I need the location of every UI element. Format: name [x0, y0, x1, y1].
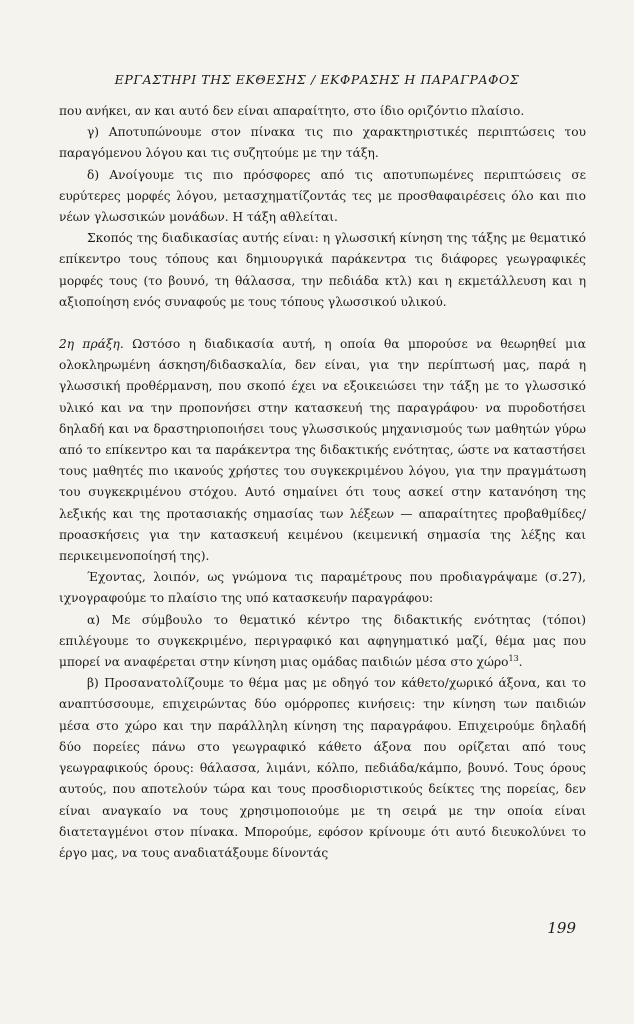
paragraph — [59, 610, 586, 674]
paragraph: που ανήκει, αν και αυτό δεν είναι απαραίτητο, στο ίδιο οριζόντιο πλαίσιο. — [59, 104, 525, 118]
page-number: 199 — [547, 919, 576, 937]
paragraph: Έχοντας, λοιπόν, ως γνώμονα τις παραμέτρους που προδιαγράψαμε (σ.27), ιχνογραφούμε το πλαίσιο της υπό κατασκευήν παραγράφου: — [59, 570, 586, 606]
paragraph: γ) Αποτυπώνουμε στον πίνακα τις πιο χαρακτηριστικές περιπτώσεις του παραγόμενου λόγου και τις συζητούμε με την τάξη. — [59, 125, 586, 161]
paragraph-text: . — [518, 655, 523, 670]
body-text — [59, 101, 586, 864]
paragraph-text: Ωστόσο η διαδικασία αυτή, η οποία θα μπορούσε να θεωρηθεί μια ολοκληρωμένη άσκηση/διδασκαλία, δεν είναι, για την περίπτωσή μας, παρά η γλωσσική προθέρμανση, που σκοπό έχει να εξοικειώσει την τάξη με το γλωσσικό υλικό και να την προπονήσει στην κατασκευή της παραγράφου· να πυροδοτήσει δηλαδή και να δραστηριοποιήσει τους γλωσσικούς μηχανισμούς των μαθητών γύρω από το επίκεντρο και τα παράκεντρα της διδακτικής ενότητας, ώστε να καταστήσει τους μαθητές πιο ικανούς χρήστες του συγκεκριμένου λόγου, για την πραγμάτωση του συγκεκριμένου στόχου. Αυτό σημαίνει ότι τους ασκεί στην κατανόηση της λεξικής και της προτασιακής σημασίας των λέξεων — απαραίτητες προβαθμίδες/προασκήσεις για την κατασκευή κειμένου (κειμενική σημασία της λέξης και περικειμενοποίησή της). — [59, 337, 586, 564]
paragraph — [59, 334, 586, 567]
paragraph: β) Προσανατολίζουμε το θέμα μας με οδηγό τον κάθετο/χωρικό άξονα, και το αναπτύσσουμε, επιχειρώντας δύο ομόρροπες κινήσεις: την κίνηση των παιδιών μέσα στο χώρο και την παράλληλη κίνηση της παραγράφου. Επιχειρούμε δηλαδή δύο πορείες πάνω στο γεωγραφικό κάθετο άξονα που ορίζεται από τους γεωγραφικούς όρους: θάλασσα, λιμάνι, κόλπο, πεδιάδα/κάμπο, βουνό. Τους όρους αυτούς, που αποτελούν τώρα και τους προσδιοριστικούς δείκτες της πορείας, δεν είναι αναγκαίο να τους χρησιμοποιούμε με τη σειρά με την οποία είναι διατεταγμένοι στον πίνακα. Μπορούμε, εφόσον κρίνουμε ότι αυτό διευκολύνει το έργο μας, να τους αναδιατάξουμε δίνοντάς — [59, 676, 586, 860]
paragraph-text: α) Με σύμβουλο το θεματικό κέντρο της διδακτικής ενότητας (τόποι) επιλέγουμε το συγκεκριμένο, περιγραφικό και αφηγηματικό μαζί, θέμα μας που μπορεί να αναφέρεται στην κίνηση μιας ομάδας παιδιών μέσα στο χώρο — [59, 612, 586, 670]
running-header: ΕΡΓΑΣΤΗΡΙ ΤΗΣ ΕΚΘΕΣΗΣ / ΕΚΦΡΑΣΗΣ Η ΠΑΡΑΓΡΑΦΟΣ — [114, 72, 520, 87]
footnote-marker: 13 — [508, 654, 519, 664]
paragraph-gap — [59, 313, 586, 334]
section-label: 2η πράξη. — [59, 337, 124, 352]
paragraph: δ) Ανοίγουμε τις πιο πρόσφορες από τις αποτυπωμένες περιπτώσεις σε ευρύτερες μορφές λόγου, μετασχηματίζοντάς τες με προσθαφαιρέσεις όλο και πιο νέων γλωσσικών μονάδων. Η τάξη αθλείται. — [59, 167, 586, 225]
paragraph: Σκοπός της διαδικασίας αυτής είναι: η γλωσσική κίνηση της τάξης με θεματικό επίκεντρο τους τόπους και δημιουργικά παράκεντρα τις διάφορες γεωγραφικές μορφές τους (το βουνό, τη θάλασσα, την πεδιάδα κτλ) και η εκμετάλλευση και η αξιοποίηση ενός συναφούς με τους τόπους γλωσσικού υλικού. — [59, 231, 586, 309]
